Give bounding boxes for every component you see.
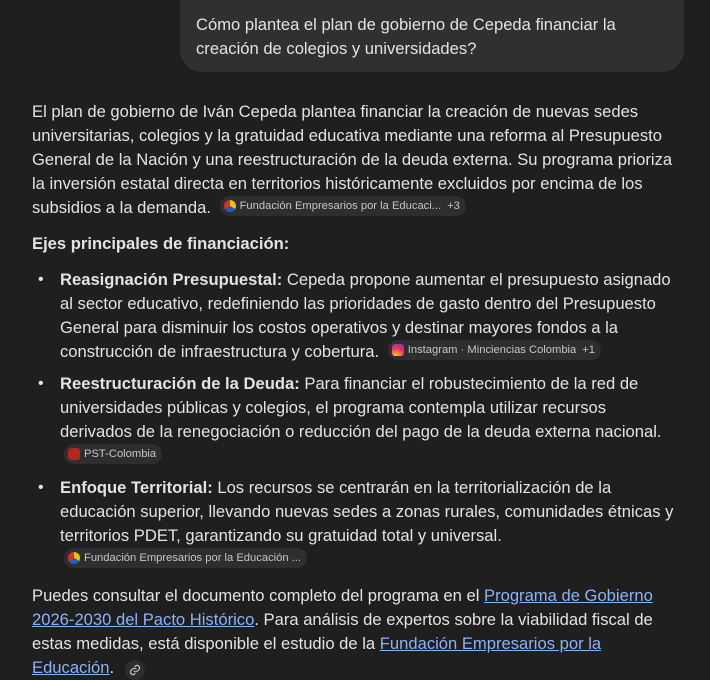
bullet-text: Los recursos se centrarán en la territorialización de la educación superior, llevando nuevas sedes a zonas rurales, comunidades étnicas y territorios PDET, garantizando su gratuidad total y universal. <box>60 478 674 545</box>
bullet-title: Enfoque Territorial: <box>60 478 213 497</box>
source-chip-more: +3 <box>447 200 460 212</box>
list-item <box>32 372 682 468</box>
bullet-title: Reasignación Presupuestal: <box>60 270 283 289</box>
bullet-title: Reestructuración de la Deuda: <box>60 374 300 393</box>
fundacion-logo-icon <box>224 200 236 212</box>
source-chip-intro[interactable] <box>220 196 466 216</box>
link-icon[interactable] <box>125 660 145 680</box>
closing-text: Puedes consultar el documento completo del programa en el <box>32 586 484 605</box>
bullet-text: Cepeda propone aumentar el presupuesto asignado al sector educativo, redefiniendo las prioridades de gasto dentro del Presupuesto General para disminuir los costos operativos y destinar mayores fondos a la construcción de infraestructura y cobertura. <box>60 270 671 361</box>
financing-list <box>32 268 682 572</box>
program-link[interactable]: Programa de Gobierno 2026-2030 del Pacto Histórico <box>32 586 653 629</box>
source-chip-instagram[interactable] <box>388 340 601 360</box>
intro-text: El plan de gobierno de Iván Cepeda plantea financiar la creación de nuevas sedes universitarias, colegios y la gratuidad educativa mediante una reforma al Presupuesto General de la Nación y una reestructuración de la deuda externa. Su programa prioriza la inversión estatal directa en territorios históricamente excluidos por encima de los subsidios a la demanda. <box>32 102 673 217</box>
source-chip-pst[interactable] <box>64 444 162 464</box>
source-chip-more: +1 <box>582 344 596 356</box>
user-message-bubble <box>180 0 684 72</box>
assistant-response <box>32 100 682 680</box>
instagram-icon <box>392 344 404 356</box>
source-chip-label: Fundación Empresarios por la Educaci... <box>239 200 442 212</box>
source-chip-label: PST-Colombia <box>84 448 157 460</box>
closing-text: . Para análisis de expertos sobre la viabilidad fiscal de estas medidas, está disponible el estudio de la <box>32 610 653 653</box>
pst-logo-icon <box>68 448 80 460</box>
response-closing <box>32 584 682 680</box>
section-heading: Ejes principales de financiación: <box>32 234 290 253</box>
fundacion-link[interactable]: Fundación Empresarios por la Educación <box>32 634 602 677</box>
fundacion-logo-icon <box>68 552 80 564</box>
response-intro <box>32 100 682 220</box>
source-chip-label: Instagram · Minciencias Colombia <box>407 344 577 356</box>
source-chip-fundacion[interactable] <box>64 548 307 568</box>
closing-text: . <box>109 658 115 677</box>
bullet-text: Para financiar el robustecimiento de la red de universidades públicas y colegios, el programa contempla utilizar recursos derivados de la renegociación o reducción del pago de la deuda externa nacional. <box>60 374 662 441</box>
list-item <box>32 476 682 572</box>
list-item <box>32 268 682 364</box>
user-message-text: Cómo plantea el plan de gobierno de Cepeda financiar la creación de colegios y universidades? <box>196 15 616 58</box>
source-chip-label: Fundación Empresarios por la Educación ... <box>84 552 302 564</box>
